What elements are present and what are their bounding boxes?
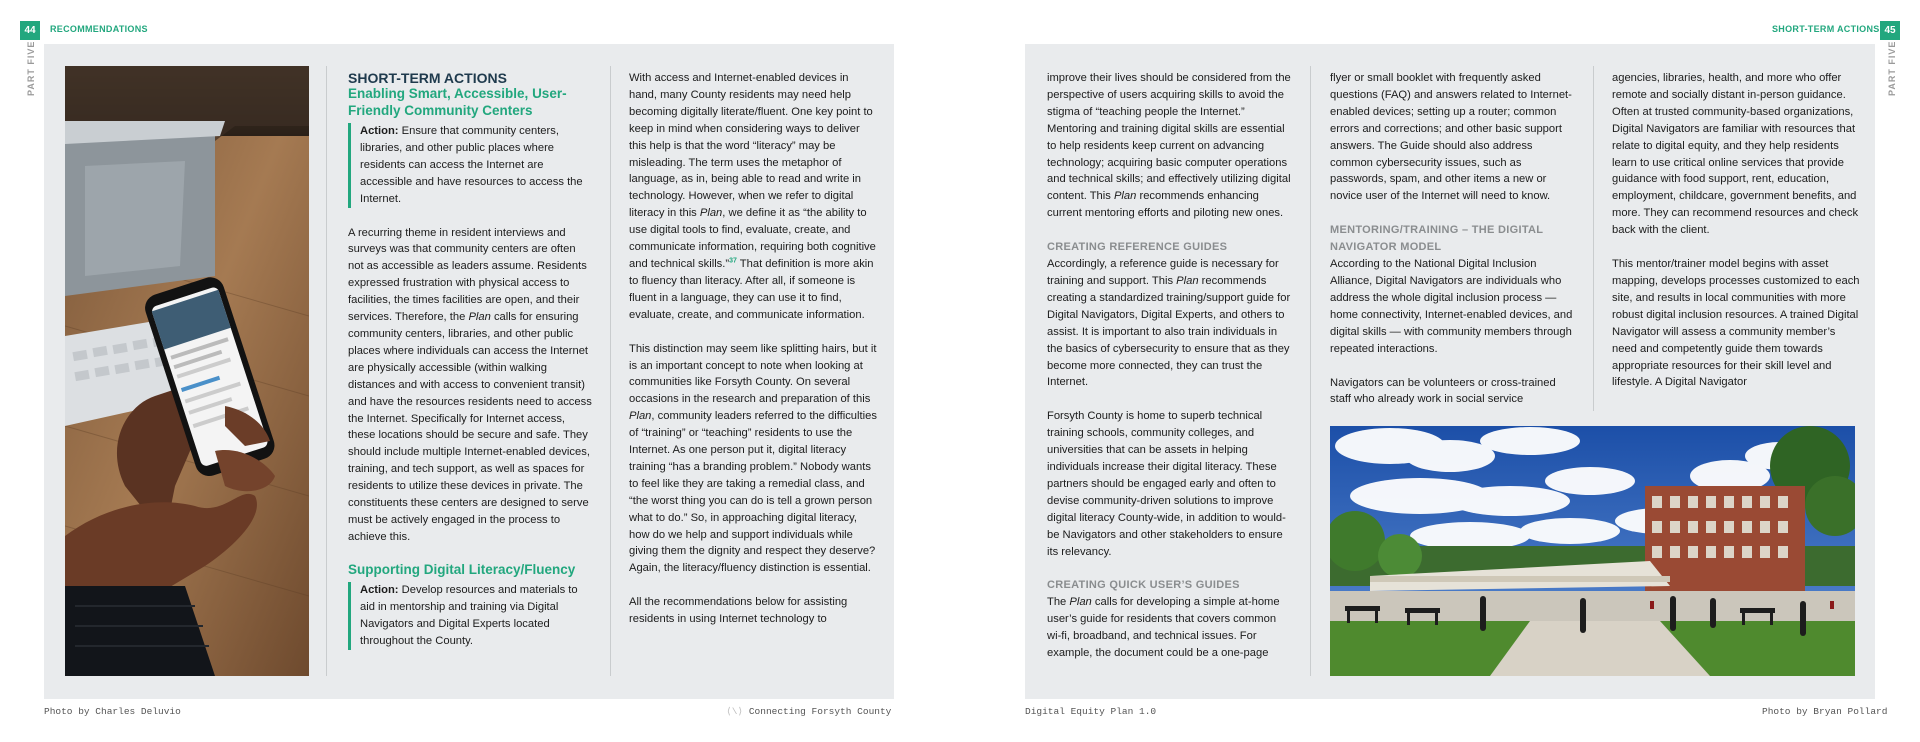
- section-heading: SHORT-TERM ACTIONS: [348, 70, 507, 86]
- paragraph: flyer or small booklet with frequently asked questions (FAQ) and answers related to Internet-enabled devices; setting up a router; common errors and corrections; and other basic support answers. The Guide should also address common cybersecurity issues, such as passwords, spam, and other items a new or novice user of the Internet will need to know.: [1330, 72, 1572, 203]
- phone-in-hand-image: [65, 66, 309, 676]
- photo-credit-left: Photo by Charles Deluvio: [44, 706, 181, 717]
- footnote-ref: 37: [729, 257, 737, 265]
- part-label-right: PART FIVE: [1887, 40, 1897, 96]
- column-divider: [1593, 66, 1594, 411]
- paragraph: Navigators can be volunteers or cross-trained staff who already work in social service: [1330, 376, 1556, 406]
- right-column-1: [1047, 70, 1293, 662]
- campus-courtyard-image: [1330, 426, 1855, 676]
- action-callout-2: [348, 582, 592, 650]
- subheading-reference-guides: CREATING REFERENCE GUIDES: [1047, 241, 1228, 254]
- publication-footer-right: Digital Equity Plan 1.0: [1025, 706, 1157, 717]
- subheading-digital-literacy: Supporting Digital Literacy/Fluency: [348, 561, 576, 577]
- action-label: Action:: [360, 584, 399, 597]
- paragraph: All the recommendations below for assisting residents in using Internet technology to: [629, 596, 848, 626]
- column-divider: [1310, 66, 1311, 676]
- paragraph: Accordingly, a reference guide is necessary for training and support. This Plan recommends creating a standardized training/support guide for Digital Navigators, Digital Experts, and others to assist. It is important to also train individuals in the basics of cybersecurity to ensure that as they become more connected, they can trust the Internet.: [1047, 258, 1291, 389]
- part-label-left: PART FIVE: [26, 40, 36, 96]
- subheading-digital-navigator: MENTORING/TRAINING – THE DIGITAL NAVIGATOR MODEL: [1330, 224, 1544, 254]
- paragraph: This mentor/trainer model begins with asset mapping, develops processes customized to each site, and results in local communities with more robust digital inclusion resources. A trained Digital Navigator will assess a community member’s need and competently guide them towards appropriate resources for their skill level and lifestyle. A Digital Navigator: [1612, 258, 1860, 389]
- action-text: Develop resources and materials to aid in mentorship and training via Digital Navigators and Digital Experts located throughout the County.: [360, 584, 578, 647]
- paragraph: agencies, libraries, health, and more who offer remote and socially distant in-person guidance. Often at trusted community-based organizations, Digital Navigators are familiar with resources that relate to digital equity, and they help residents learn to use critical online services that provide guidance with food support, rent, education, employment, childcare, government benefits, and more. They can recommend resources and check back with the client.: [1612, 72, 1859, 237]
- column-divider: [610, 66, 611, 676]
- page-number-right: 45: [1880, 21, 1900, 40]
- page-number-left: 44: [20, 21, 40, 40]
- paragraph: This distinction may seem like splitting hairs, but it is an important concept to note when looking at communities like Forsyth County. On several occasions in the research and preparation of this Plan, community leaders referred to the difficulties of “training” or “teaching” residents to use the Internet. As one person put it, digital literacy training “has a branding problem.” Nobody wants to feel like they are taking a remedial class, and “the worst thing you can do is tell a grown person what to do.” So, in approaching digital literacy, how do we help and support individuals while giving them the dignity and respect they deserve? Again, the literacy/fluency distinction is essential.: [629, 342, 877, 575]
- subheading-community-centers: Enabling Smart, Accessible, User-Friendly Community Centers: [348, 86, 567, 118]
- column-divider: [326, 66, 327, 676]
- publication-mark: ⟨\⟩: [726, 706, 744, 717]
- action-callout-1: [348, 123, 592, 208]
- action-text: Ensure that community centers, libraries, and other public places where residents can access the Internet are accessible and have resources to access the Internet.: [360, 125, 583, 205]
- section-label-right: SHORT-TERM ACTIONS: [1772, 24, 1880, 34]
- left-column-2: [629, 70, 879, 628]
- paragraph: improve their lives should be considered from the perspective of users acquiring skills to avoid the stigma of “teaching people the Internet.” Mentoring and training digital skills are essential to help residents keep current on advancing technology; acquiring basic computer operations and technical skills; and effectively utilizing digital content. This Plan recommends enhancing current mentoring efforts and piloting new ones.: [1047, 72, 1291, 220]
- photo-credit-right: Photo by Bryan Pollard: [1762, 706, 1888, 717]
- paragraph: With access and Internet-enabled devices in hand, many County residents may need help becoming digitally literate/fluent. One key point to keep in mind when considering ways to deliver this help is that the word “literacy” may be misleading. The term uses the metaphor of language, as in, being able to read and write in technology. However, when we refer to digital literacy in this Plan, we define it as “the ability to use digital tools to find, evaluate, create, and communicate information, requiring both cognitive and technical skills.”$^{37}$ That definition is more akin to fluency than literacy. After all, if someone is fluent in a language, they can use it to find, evaluate, create, and communicate information.: [629, 72, 876, 321]
- right-column-3: [1612, 70, 1862, 391]
- subheading-quick-guides: CREATING QUICK USER’S GUIDES: [1047, 579, 1240, 592]
- section-label-left: RECOMMENDATIONS: [50, 24, 148, 34]
- paragraph: The Plan calls for developing a simple at-home user’s guide for residents that covers common wi-fi, broadband, and technical issues. For example, the document could be a one-page: [1047, 596, 1280, 660]
- left-column-1: [348, 70, 592, 650]
- phone-photo: [65, 66, 309, 676]
- campus-photo: [1330, 426, 1855, 676]
- paragraph: According to the National Digital Inclusion Alliance, Digital Navigators are individuals who address the whole digital inclusion process — home connectivity, Internet-enabled devices, and digital skills — with community members through repeated interactions.: [1330, 258, 1573, 355]
- action-label: Action:: [360, 125, 399, 137]
- paragraph: Forsyth County is home to superb technical training schools, community colleges, and universities that can be assets in helping individuals increase their digital literacy. These partners should be engaged early and often to devise community-driven solutions to improve digital literacy County-wide, in addition to would-be Navigators and other stakeholders to ensure its relevancy.: [1047, 410, 1286, 558]
- publication-footer-left: ⟨\⟩ Connecting Forsyth County: [726, 706, 892, 717]
- paragraph: A recurring theme in resident interviews and surveys was that community centers are often not as accessible as leaders assume. Residents expressed frustration with physical access to facilities, the times facilities are open, and their services. Therefore, the Plan calls for ensuring community centers, libraries, and other public places where individuals can access the Internet are physically accessible (within walking distances and with access to convenient transit) and have the resources residents need to access the Internet. Specifically for Internet access, these locations should be secure and safe. They should include multiple Internet-enabled devices, training, and tech support, as well as spaces for residents to utilize these devices in private. The constituents these centers are designed to serve must be actively engaged in the process to achieve this.: [348, 226, 592, 543]
- right-column-2: [1330, 70, 1576, 408]
